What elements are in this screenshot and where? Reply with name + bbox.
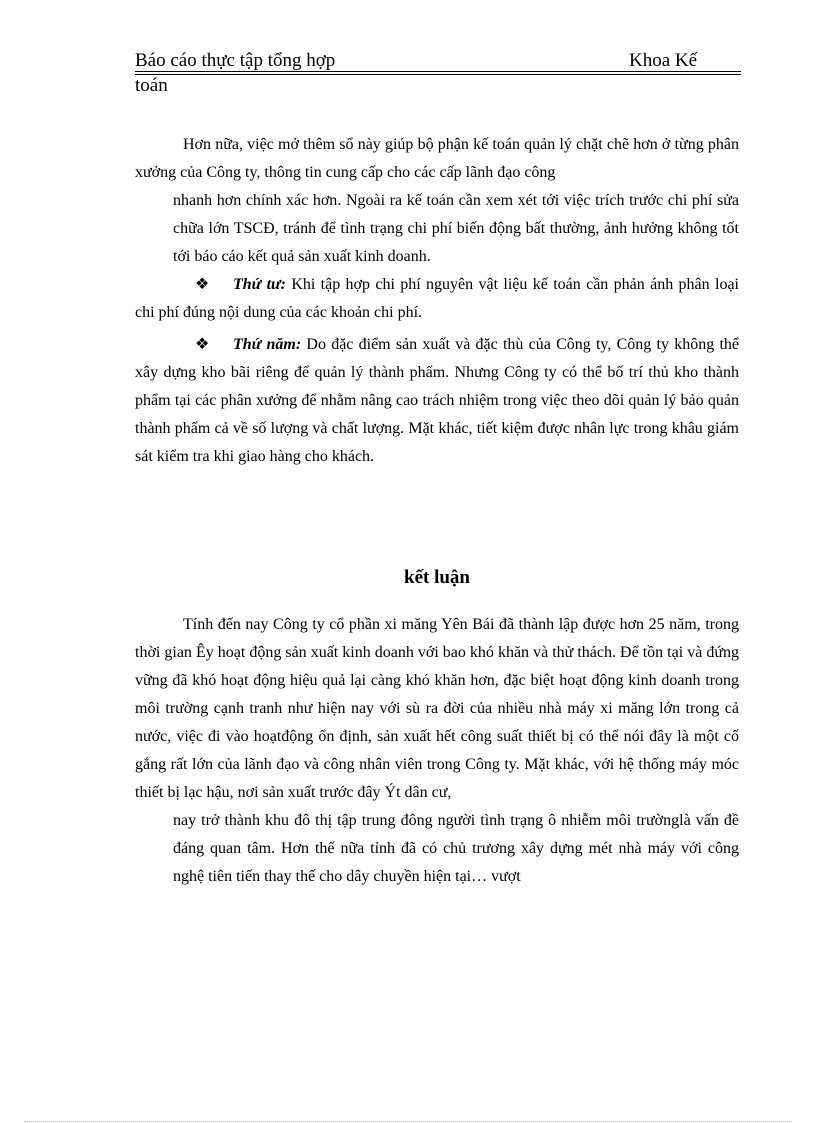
header-report-title: Báo cáo thực tập tổng hợp (135, 50, 336, 71)
header-department-continuation: toán (135, 75, 168, 96)
page-header (135, 50, 741, 97)
header-rule-double (135, 74, 741, 75)
bullet-fifth (135, 331, 739, 471)
conclusion-paragraph-2: nay trở thành khu đô thị tập trung đông người tình trạng ô nhiễm môi trườnglà vấn đề đáng quan tâm. Hơn thế nữa tỉnh đã có chủ trương xây dựng mét nhà máy với công nghệ tiên tiến thay thế cho dây chuyền hiện tại… vượt (173, 812, 739, 885)
paragraph-more-books-continued: nhanh hơn chính xác hơn. Ngoài ra kế toán cần xem xét tới việc trích trước chi phí sửa chữa lớn TSCĐ, tránh để tình trạng chi phí biến động bất thường, ảnh hưởng không tốt tới báo cáo kết quả sản xuất kinh doanh. (173, 192, 739, 265)
bullet-fourth-label: Thứ tư: (233, 276, 286, 293)
header-department: Khoa Kế (629, 50, 698, 71)
header-rule (135, 71, 741, 72)
page-bottom-rule (24, 1121, 792, 1122)
bullet-fourth-text: Khi tập hợp chi phí nguyên vật liệu kế toán cần phản ánh phân loại chi phí đúng nội dung của các khoản chi phí. (135, 276, 739, 321)
bullet-fifth-text: Do đặc điểm sản xuất và đặc thù của Công ty, Công ty không thể xây dựng kho bãi riêng để quản lý thành phẩm. Nhưng Công ty có thể bố trí thủ kho thành phẩm tại các phân xưởng để nhằm nâng cao trách nhiệm trong việc theo dõi quản lý bảo quản thành phẩm cả về số lượng và chất lượng. Mặt khác, tiết kiệm được nhân lực trong khâu giám sát kiểm tra khi giao hàng cho khách. (135, 336, 739, 465)
document-body (135, 131, 739, 891)
conclusion-paragraph-1: Tính đến nay Công ty cổ phần xi măng Yên Bái đã thành lập được hơn 25 năm, trong thời gian Êy hoạt động sản xuất kinh doanh với bao khó khăn và thử thách. Để tồn tại và đứng vững đã khó hoạt động hiệu quả lại càng khó khăn hơn, đặc biệt hoạt động kinh doanh trong môi trường cạnh tranh như hiện nay với sù ra đời của nhiều nhà máy xi măng lớn trong cả nước, việc đi vào hoạtđộng ổn định, sản xuất hết công suất thiết bị có thể nói đây là một cố gắng rất lớn của lãnh đạo và công nhân viên trong Công ty. Mặt khác, với hệ thống máy móc thiết bị lạc hậu, nơi sản xuất trước đây Ýt dân cư, (135, 616, 739, 801)
bullet-fourth (135, 271, 739, 327)
conclusion-title: kết luận (404, 567, 470, 588)
paragraph-more-books: Hơn nữa, việc mở thêm sổ này giúp bộ phận kế toán quản lý chặt chẽ hơn ở từng phân xưởng của Công ty, thông tin cung cấp cho các cấp lãnh đạo công (135, 136, 739, 181)
bullet-fifth-label: Thứ năm: (233, 336, 302, 353)
diamond-bullet-icon: ❖ (195, 276, 210, 293)
diamond-bullet-icon: ❖ (195, 336, 210, 353)
